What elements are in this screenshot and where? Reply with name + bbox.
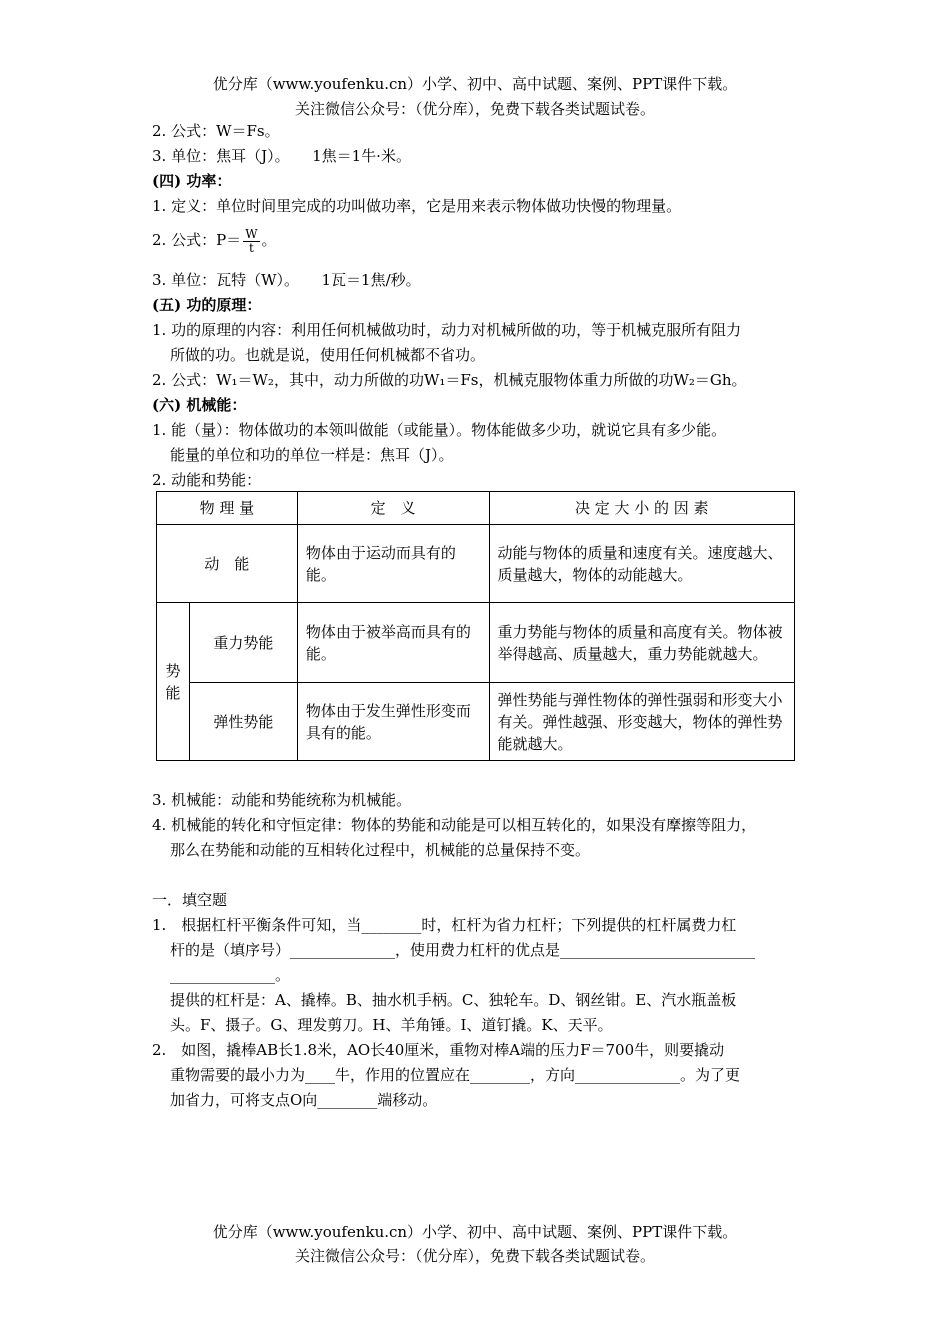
work-formula: 2. 公式：W＝Fs。 <box>152 122 280 140</box>
principle-formula: 2. 公式：W₁＝W₂，其中，动力所做的功W₁＝Fs，机械克服物体重力所做的功W₂＝Gh。 <box>152 371 747 389</box>
question-1-line-2: 杆的是（填序号）______________，使用费力杠杆的优点是__________________________ <box>170 941 756 959</box>
question-2-line-2: 重物需要的最小力为____牛，作用的位置应在________，方向______________。为了更 <box>170 1066 741 1084</box>
power-formula <box>152 224 812 256</box>
power-formula-suffix: 。 <box>261 231 277 249</box>
gravitational-definition: 物体由于被举高而具有的能。 <box>297 603 489 683</box>
conservation-law-1: 4. 机械能的转化和守恒定律：物体的势能和动能是可以相互转化的，如果没有摩擦等阻力， <box>152 816 757 834</box>
footer-line-1: 优分库（www.youfenku.cn）小学、初中、高中试题、案例、PPT课件下载。 <box>212 1223 738 1241</box>
fraction-numerator: W <box>245 226 258 241</box>
power-formula-prefix: 2. 公式：P＝ <box>152 231 242 249</box>
principle-content-1: 1. 功的原理的内容：利用任何机械做功时，动力对机械所做的功，等于机械克服所有阻力 <box>152 321 742 339</box>
principle-heading: (五) 功的原理： <box>152 296 262 314</box>
header-line-2: 关注微信公众号：（优分库），免费下载各类试题试卷。 <box>294 100 655 118</box>
mech-heading: (六) 机械能： <box>152 396 247 414</box>
principle-content-2: 所做的功。也就是说，使用任何机械都不省功。 <box>170 346 486 364</box>
question-1-line-1: 1. 根据杠杆平衡条件可知，当________时，杠杆为省力杠杆；下列提供的杠杆属费力杠 <box>152 916 737 934</box>
col-header-factors: 决 定 大 小 的 因 素 <box>489 492 794 525</box>
col-header-quantity: 物 理 量 <box>157 492 298 525</box>
question-2-line-3: 加省力，可将支点O向________端移动。 <box>170 1091 438 1109</box>
energy-definition-1: 1. 能（量）：物体做功的本领叫做能（或能量）。物体能做多少功，就说它具有多少能。 <box>152 421 727 439</box>
energy-table <box>156 491 795 761</box>
exercise-heading: 一．填空题 <box>152 891 228 909</box>
table-row-gravitational <box>157 603 795 683</box>
power-fraction <box>243 228 259 255</box>
elastic-name: 弹性势能 <box>189 683 297 761</box>
work-unit: 3. 单位：焦耳（J）。 1焦＝1牛·米。 <box>152 147 411 165</box>
kinetic-factors: 动能与物体的质量和速度有关。速度越大、质量越大，物体的动能越大。 <box>489 525 794 603</box>
question-1-line-3: ______________。 <box>170 966 291 984</box>
kinetic-name: 动 能 <box>157 525 298 603</box>
table-row-kinetic <box>157 525 795 603</box>
gravitational-factors: 重力势能与物体的质量和高度有关。物体被举得越高、质量越大，重力势能就越大。 <box>489 603 794 683</box>
gravitational-name: 重力势能 <box>189 603 297 683</box>
power-unit: 3. 单位：瓦特（W）。 1瓦＝1焦/秒。 <box>152 271 421 289</box>
table-header-row <box>157 492 795 525</box>
conservation-law-2: 那么在势能和动能的互相转化过程中，机械能的总量保持不变。 <box>170 841 591 859</box>
kinetic-definition: 物体由于运动而具有的能。 <box>297 525 489 603</box>
question-2-line-1: 2. 如图，撬棒AB长1.8米，AO长40厘米，重物对棒A端的压力F＝700牛，则要撬动 <box>152 1041 725 1059</box>
question-1-line-4: 提供的杠杆是：A、撬棒。B、抽水机手柄。C、独轮车。D、钢丝钳。E、汽水瓶盖板 <box>170 991 737 1009</box>
table-row-elastic <box>157 683 795 761</box>
mechanical-energy-definition: 3. 机械能：动能和势能统称为机械能。 <box>152 791 412 809</box>
power-definition: 1. 定义：单位时间里完成的功叫做功率，它是用来表示物体做功快慢的物理量。 <box>152 197 682 215</box>
potential-energy-label: 势能 <box>157 603 190 761</box>
fraction-denominator: t <box>248 240 254 255</box>
col-header-definition: 定 义 <box>297 492 489 525</box>
footer-line-2: 关注微信公众号：（优分库），免费下载各类试题试卷。 <box>294 1247 655 1265</box>
header-line-1: 优分库（www.youfenku.cn）小学、初中、高中试题、案例、PPT课件下载。 <box>212 75 738 93</box>
kinetic-potential-label: 2. 动能和势能： <box>152 471 262 489</box>
elastic-definition: 物体由于发生弹性形变而具有的能。 <box>297 683 489 761</box>
power-heading: (四) 功率： <box>152 172 232 190</box>
question-1-line-5: 头。F、摄子。G、理发剪刀。H、羊角锤。I、道钉撬。K、天平。 <box>170 1016 613 1034</box>
energy-definition-2: 能量的单位和功的单位一样是：焦耳（J）。 <box>170 446 454 464</box>
elastic-factors: 弹性势能与弹性物体的弹性强弱和形变大小有关。弹性越强、形变越大，物体的弹性势能就越大。 <box>489 683 794 761</box>
